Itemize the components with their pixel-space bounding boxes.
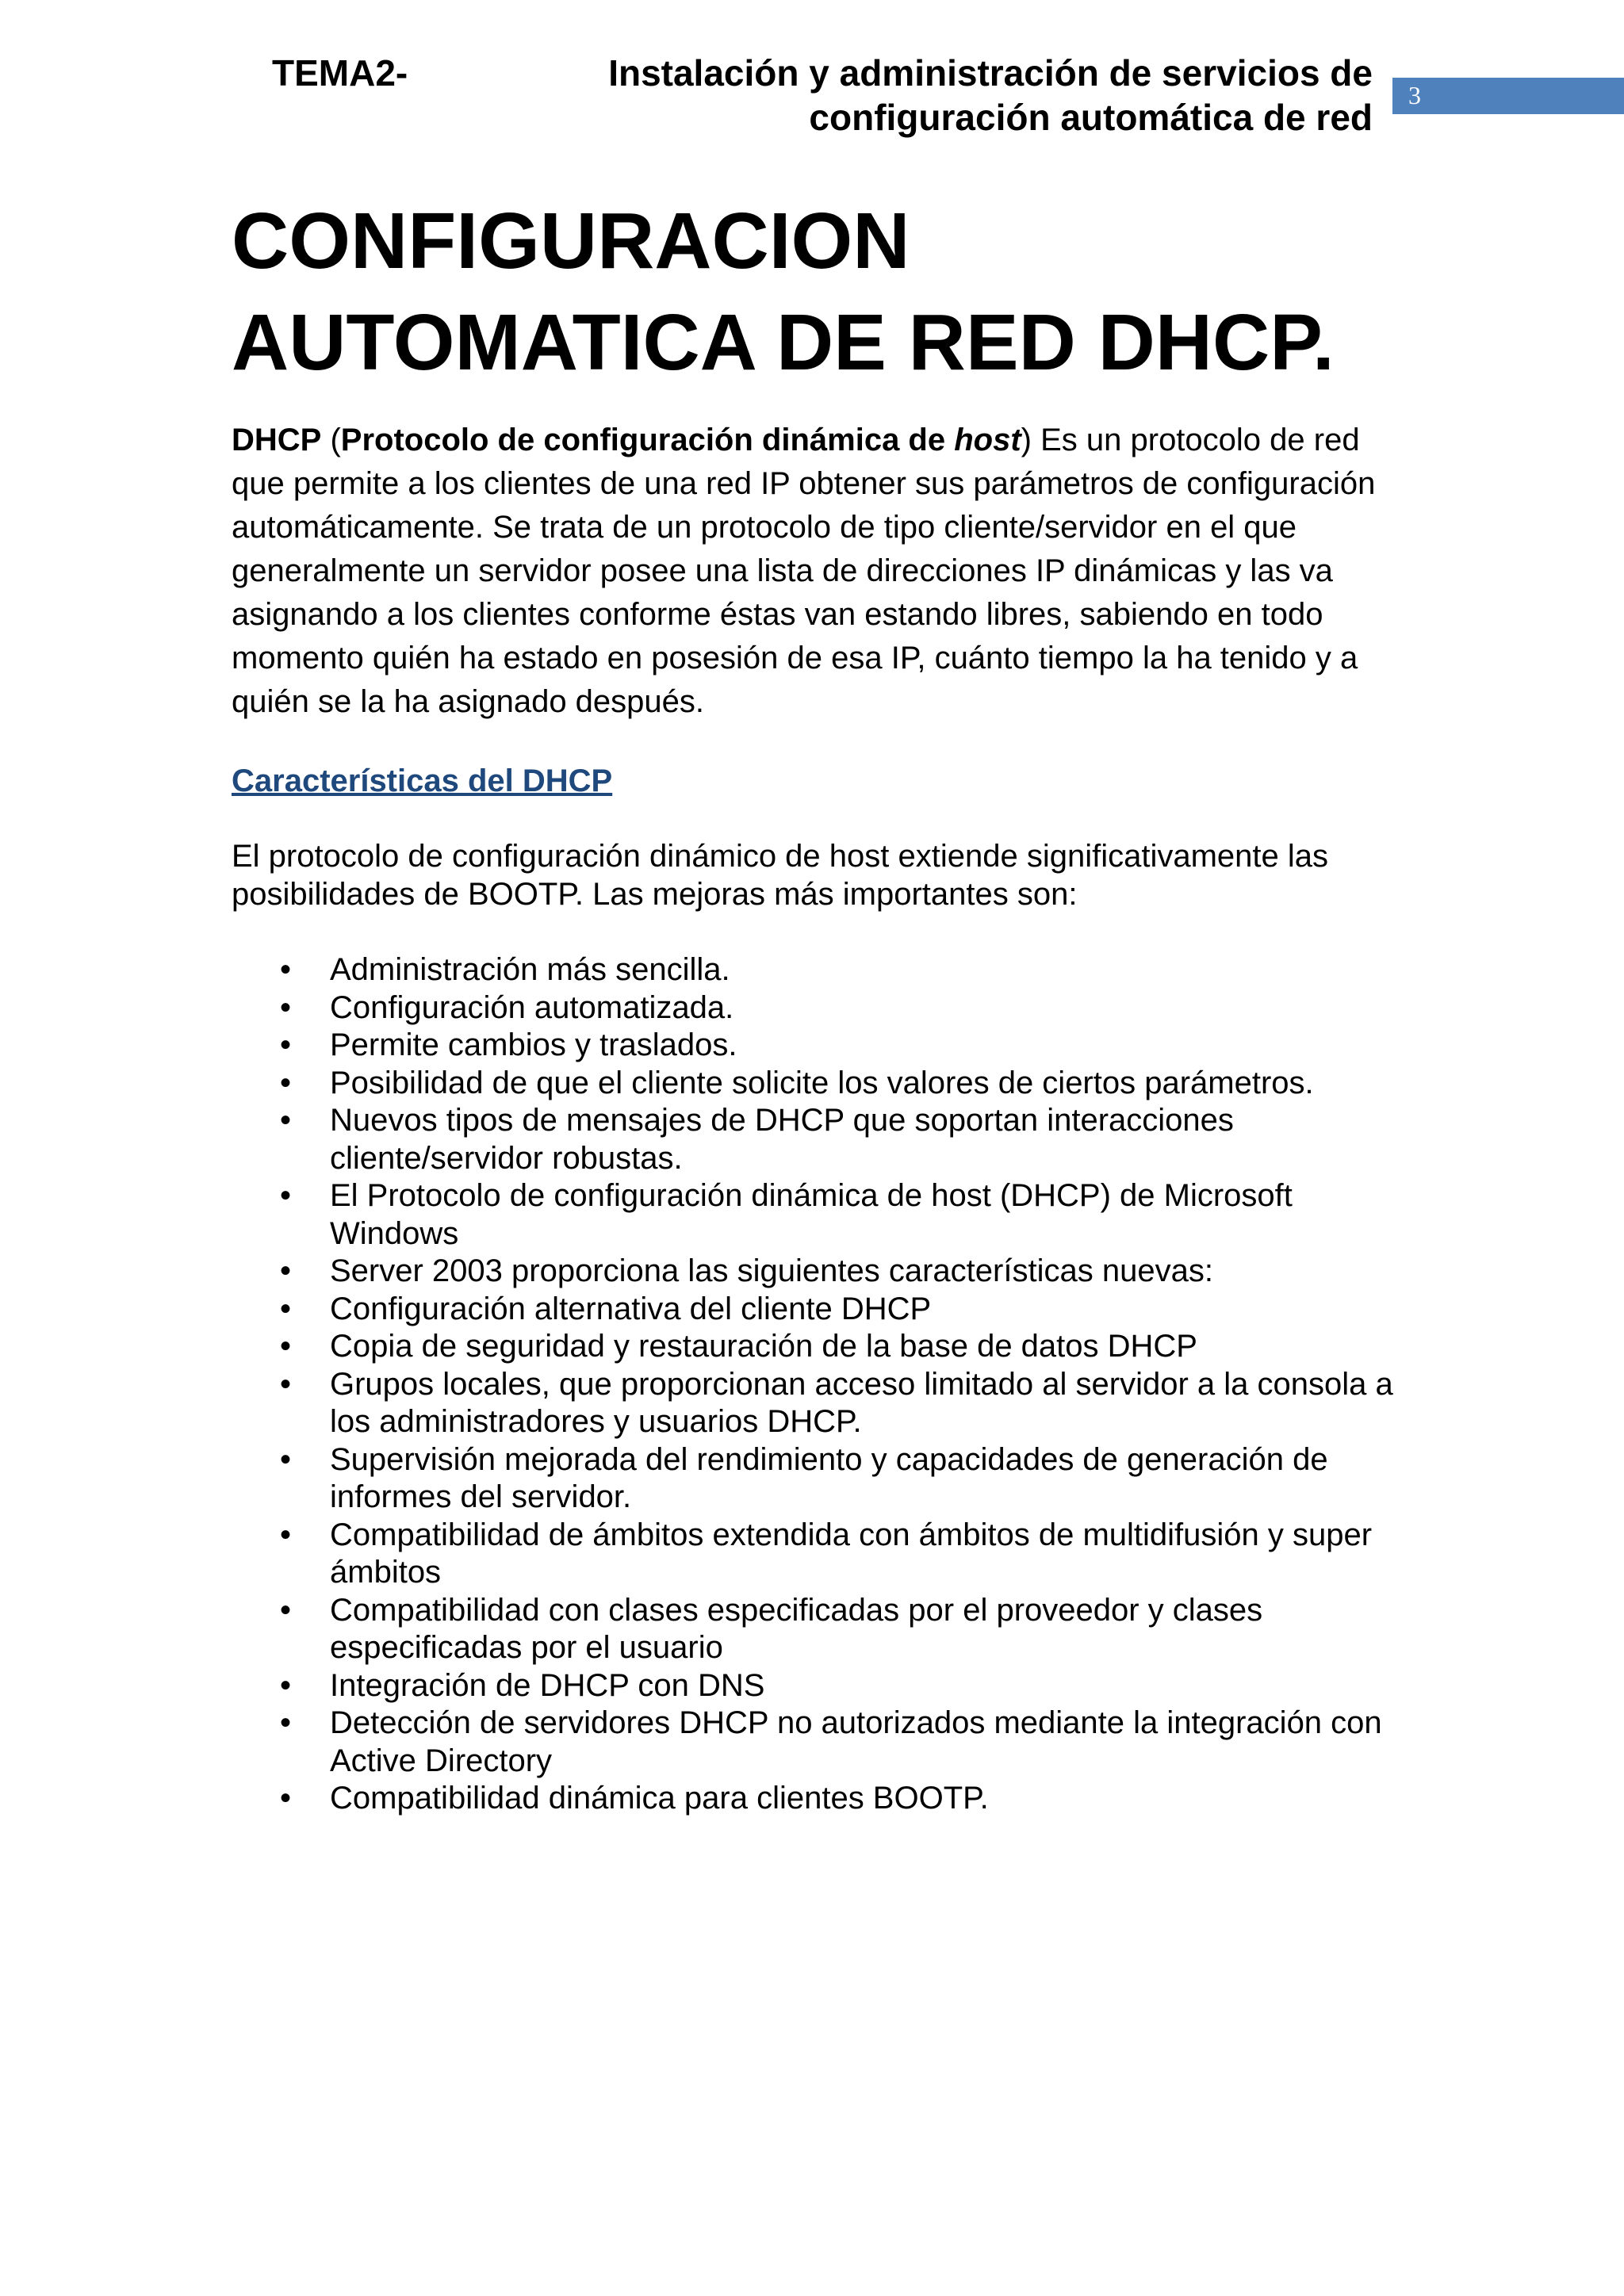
bullet-icon: • [280,1329,292,1364]
list-item-text: Permite cambios y traslados. [330,1027,737,1062]
list-item [232,1517,1405,1592]
title-line-1: CONFIGURACION [232,197,910,285]
list-item [232,951,1405,989]
list-item [232,1177,1405,1253]
header-chapter-label: TEMA2- [272,52,408,94]
intro-term: DHCP [232,423,322,457]
intro-expansion-text: Protocolo de configuración dinámica de [340,423,955,457]
bullet-icon: • [280,1103,292,1138]
intro-open-paren: ( [321,423,341,457]
list-item-text: Detección de servidores DHCP no autorizados mediante la integración con Active Directory [330,1705,1382,1778]
title-line-2: AUTOMATICA DE RED DHCP. [232,298,1335,387]
list-item [232,989,1405,1027]
list-item [232,1291,1405,1329]
features-list [232,951,1405,1818]
page-title [232,190,1389,393]
page-number-tab [1392,78,1624,114]
intro-text: Es un protocolo de red que permite a los clientes de una red IP obtener sus parámetros de configuración automáticamente. Se trata de un protocolo de tipo cliente/servidor en el que generalmente un servidor posee una lista de direcciones IP dinámicas y las va asignando a los clientes conforme éstas van estando libres, sabiendo en todo momento quién ha estado en posesión de esa IP, cuánto tiempo la ha tenido y a quién se la ha asignado después. [232,423,1376,719]
bullet-icon: • [280,1705,292,1740]
list-item [232,1328,1405,1366]
list-item-text: Compatibilidad de ámbitos extendida con ámbitos de multidifusión y super ámbitos [330,1517,1373,1590]
list-item-text: Administración más sencilla. [330,952,730,987]
bullet-icon: • [280,1592,292,1628]
bullet-icon: • [280,1366,292,1402]
intro-close-paren: ) [1021,423,1032,457]
list-item-text: Configuración alternativa del cliente DHCP [330,1291,932,1326]
section-heading: Características del DHCP [232,763,613,798]
intro-expansion-italic: host [954,423,1021,457]
list-item [232,1366,1405,1441]
bullet-icon: • [280,1517,292,1552]
list-item [232,1065,1405,1103]
list-item [232,1441,1405,1517]
section-paragraph: El protocolo de configuración dinámico de host extiende significativamente las posibilidades de BOOTP. Las mejoras más importantes son: [232,839,1329,912]
page-number: 3 [1408,81,1421,109]
header-chapter-title [608,51,1373,140]
list-item-text: Nuevos tipos de mensajes de DHCP que soportan interacciones cliente/servidor robustas. [330,1103,1234,1176]
list-item-text: Supervisión mejorada del rendimiento y capacidades de generación de informes del servidor. [330,1441,1328,1514]
bullet-icon: • [280,952,292,987]
header-title-line-2: configuración automática de red [809,97,1373,138]
list-item-text: Integración de DHCP con DNS [330,1667,765,1703]
list-item-text: Posibilidad de que el cliente solicite los valores de ciertos parámetros. [330,1065,1314,1100]
list-item-text: Configuración automatizada. [330,989,734,1025]
bullet-icon: • [280,1667,292,1703]
list-item [232,1592,1405,1667]
list-item-text: Compatibilidad con clases especificadas por el proveedor y clases especificadas por el usuario [330,1592,1263,1665]
bullet-icon: • [280,989,292,1025]
bullet-icon: • [280,1781,292,1816]
list-item-text: Grupos locales, que proporcionan acceso limitado al servidor a la consola a los administradores y usuarios DHCP. [330,1366,1393,1439]
list-item-text: Compatibilidad dinámica para clientes BOOTP. [330,1781,989,1816]
bullet-icon: • [280,1178,292,1213]
intro-paragraph [232,419,1405,724]
list-item-text: El Protocolo de configuración dinámica de host (DHCP) de Microsoft Windows [330,1178,1293,1251]
list-item-text: Server 2003 proporciona las siguientes características nuevas: [330,1253,1213,1288]
list-item [232,1705,1405,1780]
intro-expansion [341,423,1021,457]
bullet-icon: • [280,1065,292,1100]
bullet-icon: • [280,1027,292,1062]
list-item [232,1102,1405,1177]
bullet-icon: • [280,1253,292,1288]
list-item [232,1253,1405,1291]
list-item [232,1667,1405,1705]
list-item [232,1780,1405,1818]
header-title-line-1: Instalación y administración de servicios de [608,52,1373,94]
list-item [232,1027,1405,1065]
bullet-icon: • [280,1441,292,1477]
list-item-text: Copia de seguridad y restauración de la base de datos DHCP [330,1329,1197,1364]
bullet-icon: • [280,1291,292,1326]
